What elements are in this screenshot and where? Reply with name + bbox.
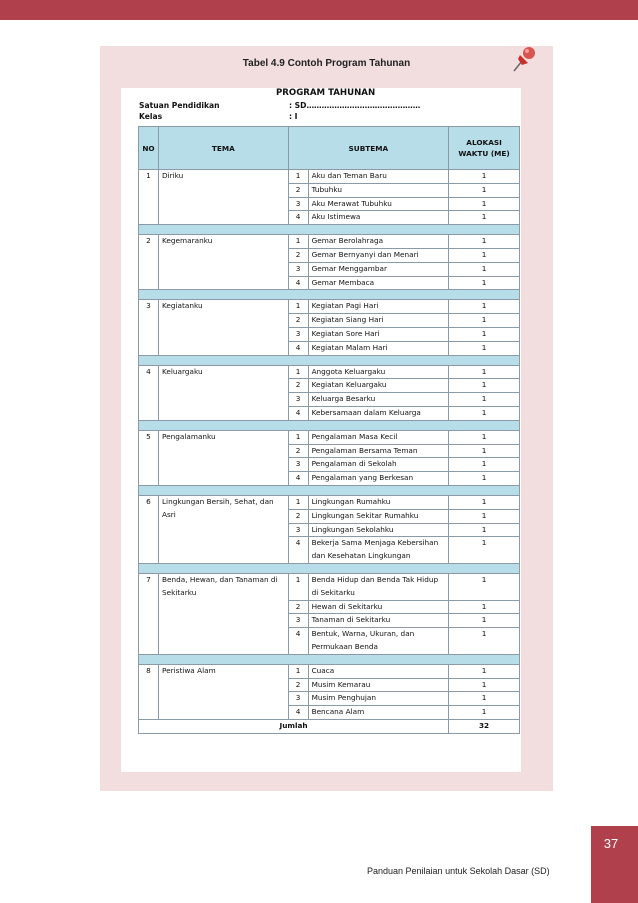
subtheme-number: 3 <box>288 197 308 211</box>
separator-row <box>139 654 520 664</box>
subtheme-number: 2 <box>288 183 308 197</box>
subtheme-time: 1 <box>449 523 520 537</box>
theme-number: 1 <box>139 170 159 225</box>
subtheme-name: Lingkungan Rumahku <box>308 495 449 509</box>
subtheme-number: 1 <box>288 664 308 678</box>
subtheme-name: Gemar Berolahraga <box>308 235 449 249</box>
table-row <box>139 170 520 184</box>
separator-cell <box>139 654 520 664</box>
page-number: 37 <box>603 836 619 851</box>
subtheme-time: 1 <box>449 664 520 678</box>
table-row <box>139 573 520 600</box>
total-label: Jumlah <box>139 719 449 733</box>
separator-cell <box>139 290 520 300</box>
theme-name: Lingkungan Bersih, Sehat, dan Asri <box>158 495 288 563</box>
subtheme-time: 1 <box>449 706 520 720</box>
subtheme-name: Musim Penghujan <box>308 692 449 706</box>
theme-number: 8 <box>139 664 159 719</box>
theme-number: 4 <box>139 365 159 420</box>
subtheme-name: Gemar Membaca <box>308 276 449 290</box>
subtheme-name: Gemar Bernyanyi dan Menari <box>308 248 449 262</box>
subtheme-number: 2 <box>288 248 308 262</box>
subtheme-time: 1 <box>449 365 520 379</box>
subtheme-number: 3 <box>288 523 308 537</box>
subtheme-number: 1 <box>288 365 308 379</box>
separator-cell <box>139 563 520 573</box>
top-banner <box>0 0 638 20</box>
subtheme-time: 1 <box>449 678 520 692</box>
subtheme-number: 3 <box>288 393 308 407</box>
theme-name: Diriku <box>158 170 288 225</box>
subtheme-time: 1 <box>449 573 520 600</box>
separator-cell <box>139 420 520 430</box>
total-value: 32 <box>449 719 520 733</box>
theme-number: 7 <box>139 573 159 654</box>
subtheme-number: 1 <box>288 235 308 249</box>
theme-number: 2 <box>139 235 159 290</box>
subtheme-time: 1 <box>449 692 520 706</box>
doc-title: PROGRAM TAHUNAN <box>276 88 376 98</box>
header-subtema: SUBTEMA <box>288 127 449 170</box>
subtheme-time: 1 <box>449 495 520 509</box>
theme-number: 6 <box>139 495 159 563</box>
subtheme-name: Lingkungan Sekolahku <box>308 523 449 537</box>
subtheme-name: Hewan di Sekitarku <box>308 600 449 614</box>
subtheme-time: 1 <box>449 327 520 341</box>
subtheme-number: 2 <box>288 509 308 523</box>
subtheme-time: 1 <box>449 314 520 328</box>
subtheme-number: 2 <box>288 600 308 614</box>
separator-row <box>139 485 520 495</box>
top-banner-tab <box>590 4 630 15</box>
theme-name: Kegiatanku <box>158 300 288 355</box>
table-row <box>139 365 520 379</box>
subtheme-number: 1 <box>288 573 308 600</box>
subtheme-number: 1 <box>288 430 308 444</box>
subtheme-name: Aku dan Teman Baru <box>308 170 449 184</box>
subtheme-number: 4 <box>288 211 308 225</box>
subtheme-time: 1 <box>449 393 520 407</box>
subtheme-name: Benda Hidup dan Benda Tak Hidup di Sekitarku <box>308 573 449 600</box>
theme-name: Pengalamanku <box>158 430 288 485</box>
subtheme-name: Anggota Keluargaku <box>308 365 449 379</box>
subtheme-number: 2 <box>288 379 308 393</box>
theme-number: 5 <box>139 430 159 485</box>
subtheme-time: 1 <box>449 406 520 420</box>
subtheme-time: 1 <box>449 458 520 472</box>
footer-text: Panduan Penilaian untuk Sekolah Dasar (SD) <box>367 866 550 876</box>
table-header-row <box>139 127 520 170</box>
subtheme-name: Bencana Alam <box>308 706 449 720</box>
subtheme-number: 4 <box>288 276 308 290</box>
header-no: NO <box>139 127 159 170</box>
subtheme-time: 1 <box>449 341 520 355</box>
subtheme-number: 4 <box>288 706 308 720</box>
subtheme-number: 3 <box>288 327 308 341</box>
subtheme-time: 1 <box>449 235 520 249</box>
subtheme-name: Aku Istimewa <box>308 211 449 225</box>
subtheme-name: Kegiatan Siang Hari <box>308 314 449 328</box>
subtheme-number: 2 <box>288 314 308 328</box>
subtheme-time: 1 <box>449 262 520 276</box>
subtheme-number: 2 <box>288 444 308 458</box>
subtheme-time: 1 <box>449 537 520 564</box>
subtheme-name: Kegiatan Sore Hari <box>308 327 449 341</box>
separator-row <box>139 420 520 430</box>
table-row <box>139 300 520 314</box>
subtheme-name: Kebersamaan dalam Keluarga <box>308 406 449 420</box>
subtheme-time: 1 <box>449 430 520 444</box>
table-row <box>139 495 520 509</box>
subtheme-number: 1 <box>288 170 308 184</box>
subtheme-time: 1 <box>449 183 520 197</box>
subtheme-number: 4 <box>288 406 308 420</box>
subtheme-time: 1 <box>449 379 520 393</box>
subtheme-time: 1 <box>449 509 520 523</box>
theme-number: 3 <box>139 300 159 355</box>
subtheme-time: 1 <box>449 170 520 184</box>
subtheme-name: Pengalaman di Sekolah <box>308 458 449 472</box>
theme-name: Benda, Hewan, dan Tanaman di Sekitarku <box>158 573 288 654</box>
subtheme-name: Kegiatan Keluargaku <box>308 379 449 393</box>
subtheme-name: Tanaman di Sekitarku <box>308 614 449 628</box>
total-row <box>139 719 520 733</box>
subtheme-time: 1 <box>449 472 520 486</box>
separator-row <box>139 225 520 235</box>
table-row <box>139 235 520 249</box>
theme-name: Keluargaku <box>158 365 288 420</box>
subtheme-time: 1 <box>449 600 520 614</box>
page-number-tab <box>591 826 638 903</box>
subtheme-number: 4 <box>288 472 308 486</box>
subtheme-time: 1 <box>449 211 520 225</box>
table-row <box>139 664 520 678</box>
subtheme-name: Tubuhku <box>308 183 449 197</box>
program-document <box>121 88 521 772</box>
separator-row <box>139 563 520 573</box>
subtheme-number: 3 <box>288 692 308 706</box>
program-table <box>138 126 520 734</box>
kelas-value: : I <box>289 112 298 121</box>
header-tema: TEMA <box>158 127 288 170</box>
theme-name: Peristiwa Alam <box>158 664 288 719</box>
subtheme-number: 4 <box>288 341 308 355</box>
subtheme-name: Kegiatan Malam Hari <box>308 341 449 355</box>
subtheme-name: Pengalaman yang Berkesan <box>308 472 449 486</box>
subtheme-number: 1 <box>288 300 308 314</box>
subtheme-time: 1 <box>449 248 520 262</box>
subtheme-time: 1 <box>449 614 520 628</box>
subtheme-name: Lingkungan Sekitar Rumahku <box>308 509 449 523</box>
separator-cell <box>139 355 520 365</box>
theme-name: Kegemaranku <box>158 235 288 290</box>
subtheme-number: 4 <box>288 537 308 564</box>
panel-title: Tabel 4.9 Contoh Program Tahunan <box>242 58 411 69</box>
subtheme-number: 3 <box>288 458 308 472</box>
subtheme-time: 1 <box>449 300 520 314</box>
subtheme-time: 1 <box>449 628 520 655</box>
subtheme-time: 1 <box>449 276 520 290</box>
subtheme-name: Pengalaman Masa Kecil <box>308 430 449 444</box>
subtheme-number: 3 <box>288 262 308 276</box>
subtheme-name: Aku Merawat Tubuhku <box>308 197 449 211</box>
header-alokasi: ALOKASI WAKTU (ME) <box>449 127 520 170</box>
table-row <box>139 430 520 444</box>
subtheme-name: Pengalaman Bersama Teman <box>308 444 449 458</box>
subtheme-time: 1 <box>449 197 520 211</box>
subtheme-number: 3 <box>288 614 308 628</box>
subtheme-name: Cuaca <box>308 664 449 678</box>
subtheme-name: Bekerja Sama Menjaga Kebersihan dan Kesehatan Lingkungan <box>308 537 449 564</box>
separator-cell <box>139 225 520 235</box>
satuan-value: : SD……………………………………… <box>289 101 421 110</box>
subtheme-name: Bentuk, Warna, Ukuran, dan Permukaan Benda <box>308 628 449 655</box>
subtheme-number: 4 <box>288 628 308 655</box>
subtheme-name: Musim Kemarau <box>308 678 449 692</box>
subtheme-name: Gemar Menggambar <box>308 262 449 276</box>
separator-cell <box>139 485 520 495</box>
subtheme-number: 2 <box>288 678 308 692</box>
subtheme-number: 1 <box>288 495 308 509</box>
subtheme-name: Keluarga Besarku <box>308 393 449 407</box>
satuan-label: Satuan Pendidikan <box>139 101 220 110</box>
subtheme-time: 1 <box>449 444 520 458</box>
kelas-label: Kelas <box>139 112 163 121</box>
push-pin-icon <box>508 43 540 75</box>
separator-row <box>139 355 520 365</box>
separator-row <box>139 290 520 300</box>
subtheme-name: Kegiatan Pagi Hari <box>308 300 449 314</box>
